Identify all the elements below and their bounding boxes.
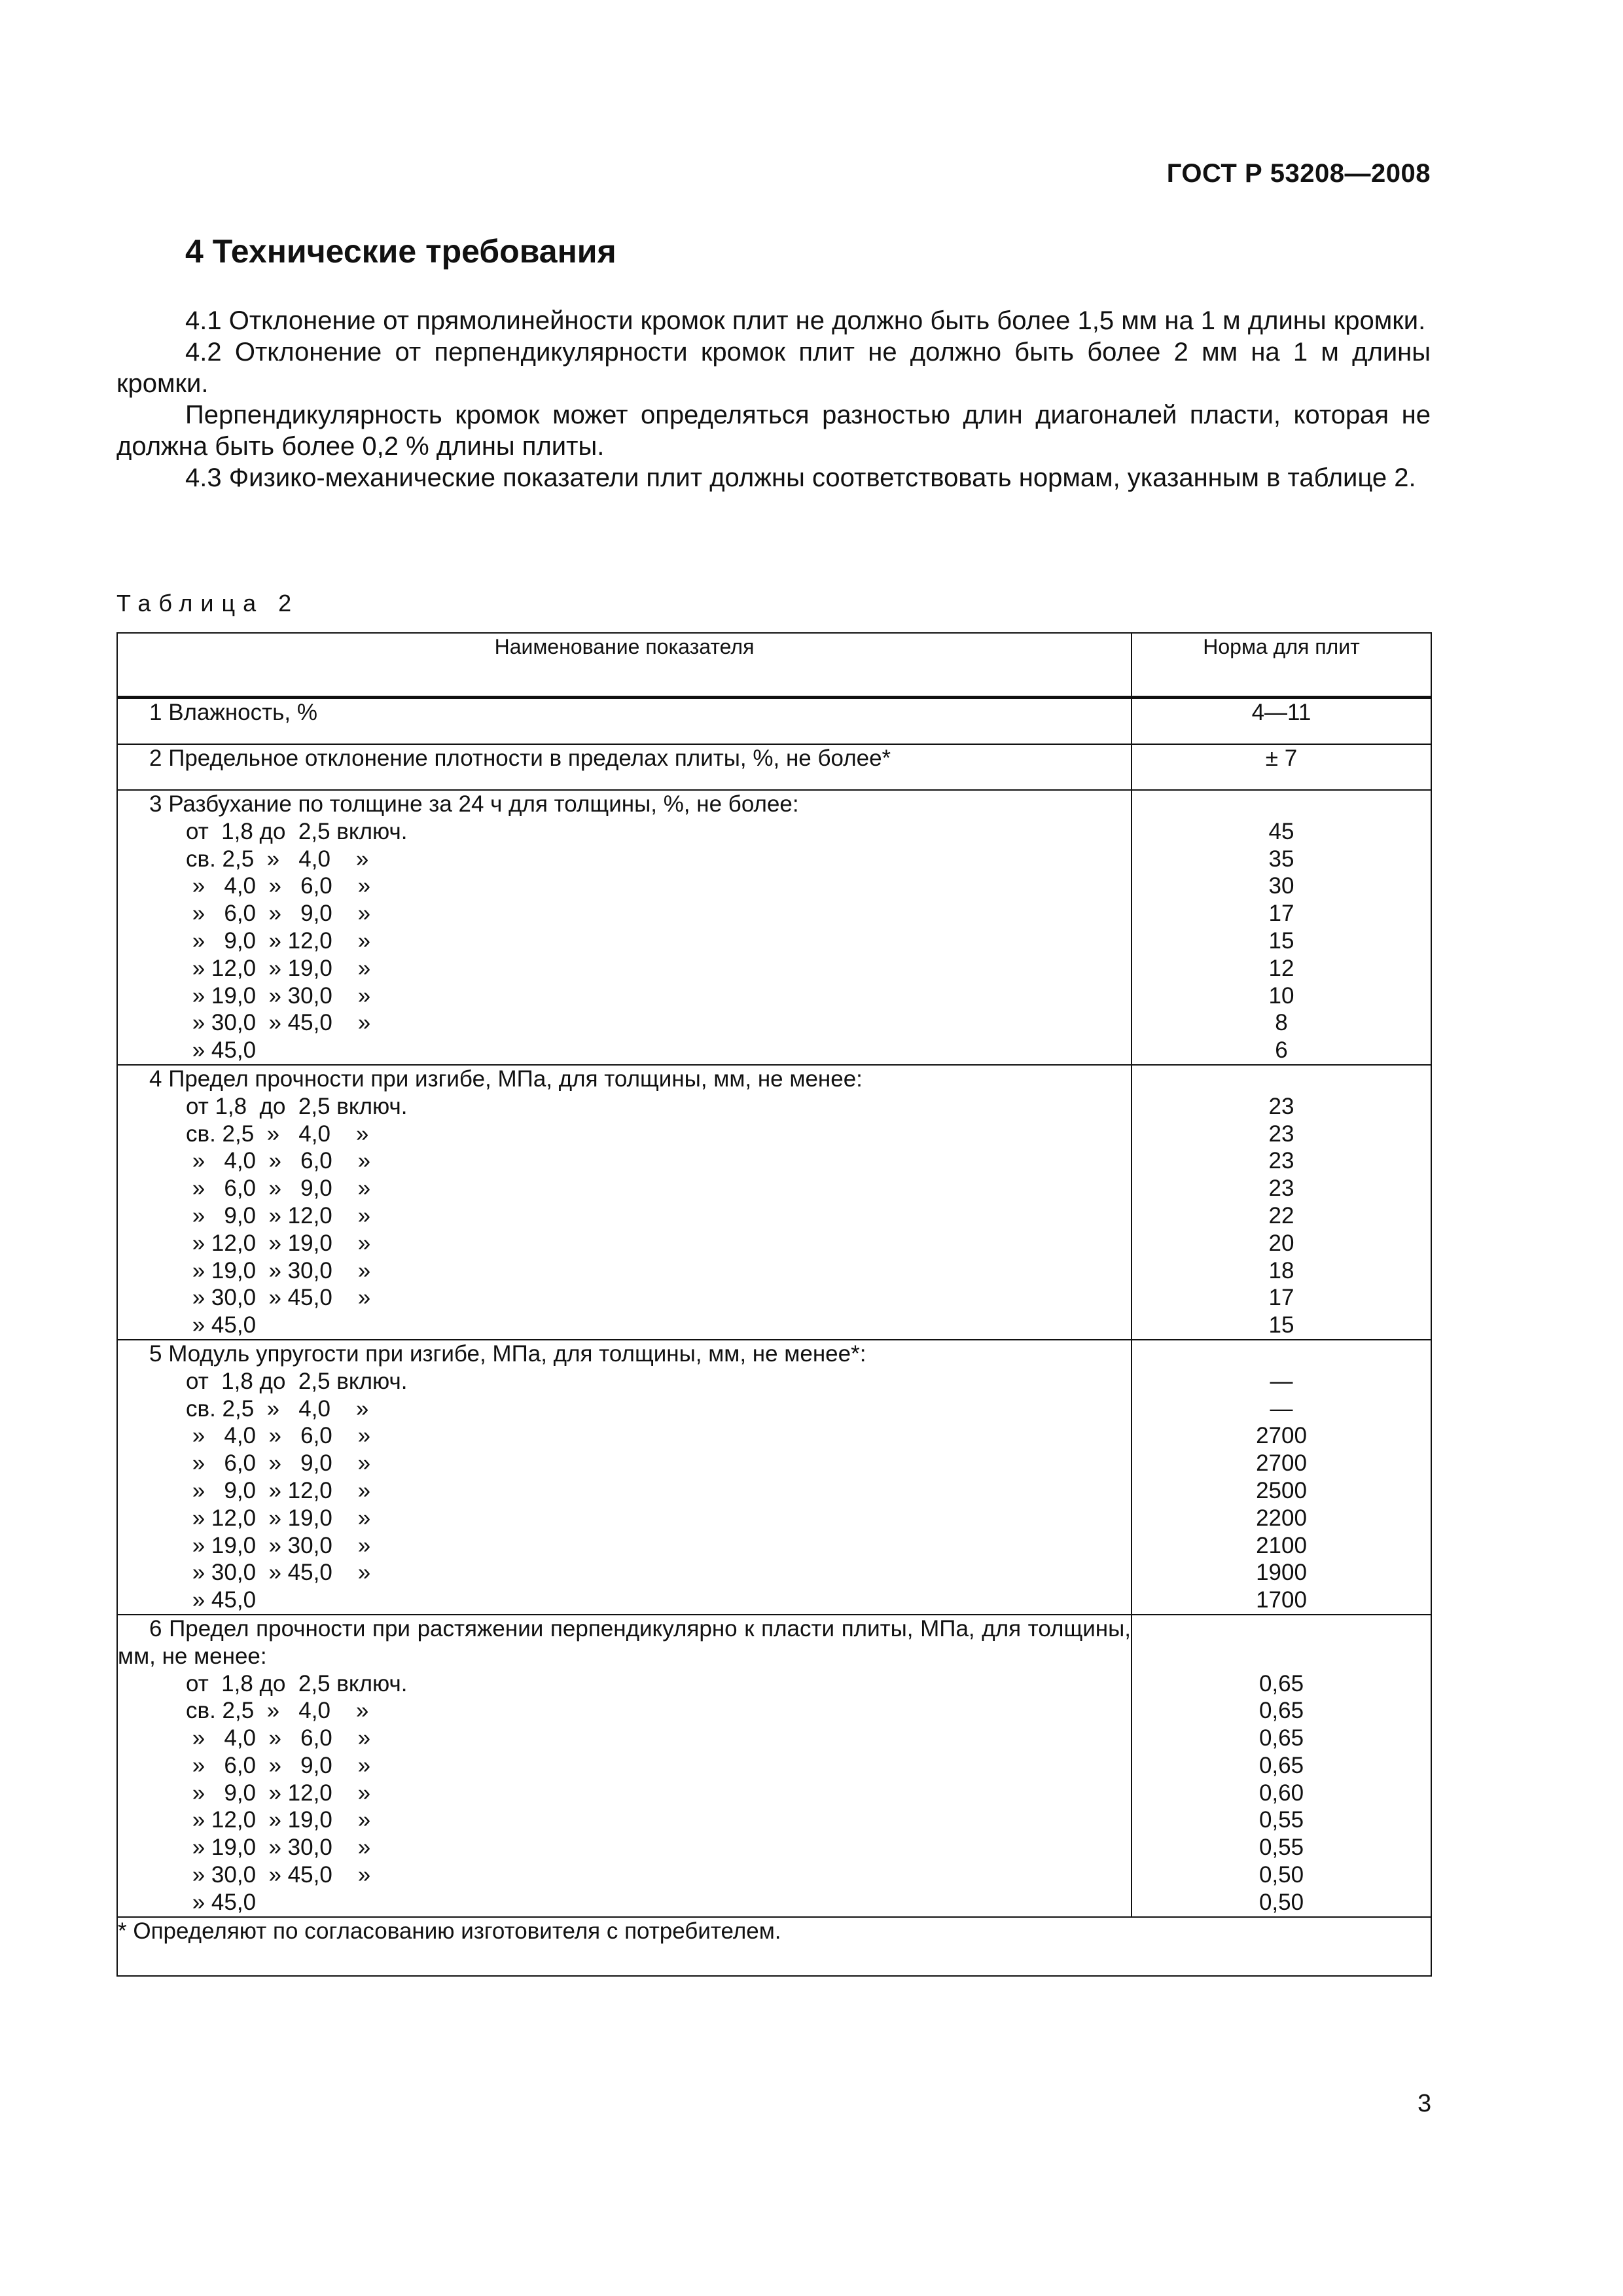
range-label: св. 2,5 » 4,0 » <box>186 1395 369 1422</box>
range-label: » 9,0 » 12,0 » <box>186 1202 371 1229</box>
row-value: ± 7 <box>1132 744 1431 790</box>
range-value: 1700 <box>1256 1587 1307 1613</box>
group-name-cell <box>117 1615 1132 1917</box>
range-label: » 45,0 <box>186 1587 257 1613</box>
range-value: 2500 <box>1256 1477 1307 1503</box>
range-label: » 4,0 » 6,0 » <box>186 1725 371 1751</box>
group-values <box>1132 1368 1431 1614</box>
range-value: 18 <box>1268 1257 1294 1283</box>
group-title: 4 Предел прочности при изгибе, МПа, для толщины, мм, не менее: <box>149 1066 863 1092</box>
group-ranges <box>118 1670 1131 1916</box>
range-value: 0,65 <box>1258 1698 1304 1724</box>
group-values-cell <box>1132 1065 1431 1340</box>
range-value: 8 <box>1275 1010 1288 1036</box>
row-name: 1 Влажность, % <box>117 698 1132 745</box>
range-value: 22 <box>1268 1202 1294 1229</box>
range-label: » 30,0 » 45,0 » <box>186 1862 371 1888</box>
range-value: 0,65 <box>1258 1725 1304 1751</box>
group-title: 6 Предел прочности при растяжении перпендикулярно к пласти плиты, МПа, для толщины, мм, не менее: <box>118 1615 1131 1669</box>
range-label: » 4,0 » 6,0 » <box>186 873 371 899</box>
range-label: » 45,0 <box>186 1037 257 1064</box>
range-label: » 4,0 » 6,0 » <box>186 1148 371 1174</box>
group-values <box>1132 818 1431 1064</box>
range-value: 0,60 <box>1258 1780 1304 1806</box>
group-ranges <box>118 818 1131 1064</box>
range-label: » 12,0 » 19,0 » <box>186 955 371 981</box>
range-value: — <box>1270 1395 1293 1422</box>
range-label: св. 2,5 » 4,0 » <box>186 846 369 872</box>
group-title: 5 Модуль упругости при изгибе, МПа, для толщины, мм, не менее*: <box>149 1340 866 1367</box>
range-label: » 6,0 » 9,0 » <box>186 1450 371 1477</box>
table-row <box>117 744 1431 790</box>
column-header-name: Наименование показателя <box>117 633 1132 698</box>
range-label: от 1,8 до 2,5 включ. <box>186 1093 408 1119</box>
group-values-cell <box>1132 1340 1431 1615</box>
paragraph-4-3: 4.3 Физико-механические показатели плит должны соответствовать нормам, указанным в таблице 2. <box>185 463 1416 492</box>
range-label: » 4,0 » 6,0 » <box>186 1423 371 1449</box>
table-caption: Таблица 2 <box>116 590 300 617</box>
range-label: » 30,0 » 45,0 » <box>186 1560 371 1586</box>
range-value: 23 <box>1268 1175 1294 1202</box>
group-name-cell <box>117 1065 1132 1340</box>
range-label: » 45,0 <box>186 1312 257 1338</box>
group-title: 3 Разбухание по толщине за 24 ч для толщины, %, не более: <box>149 791 799 817</box>
range-value: 30 <box>1268 873 1294 899</box>
table-row <box>117 698 1431 745</box>
range-value: 1900 <box>1256 1560 1307 1586</box>
group-ranges <box>118 1093 1131 1339</box>
range-value: 2700 <box>1256 1423 1307 1449</box>
paragraph-4-1: 4.1 Отклонение от прямолинейности кромок плит не должно быть более 1,5 мм на 1 м длины кромки. <box>185 306 1426 335</box>
range-label: » 9,0 » 12,0 » <box>186 927 371 954</box>
range-label: » 19,0 » 30,0 » <box>186 1835 371 1861</box>
range-value: 20 <box>1268 1230 1294 1256</box>
footnote-row <box>117 1917 1431 1976</box>
range-value: 12 <box>1268 955 1294 981</box>
table-row-group <box>117 1615 1431 1917</box>
range-label: » 12,0 » 19,0 » <box>186 1505 371 1531</box>
range-label: » 30,0 » 45,0 » <box>186 1010 371 1036</box>
group-values-cell <box>1132 790 1431 1065</box>
range-value: 0,65 <box>1258 1752 1304 1778</box>
range-label: св. 2,5 » 4,0 » <box>186 1121 369 1147</box>
range-label: от 1,8 до 2,5 включ. <box>186 818 408 844</box>
range-label: » 45,0 <box>186 1889 257 1915</box>
table-row-group <box>117 1065 1431 1340</box>
range-label: » 9,0 » 12,0 » <box>186 1780 371 1806</box>
range-label: » 9,0 » 12,0 » <box>186 1477 371 1503</box>
range-label: св. 2,5 » 4,0 » <box>186 1698 369 1724</box>
range-value: 45 <box>1268 818 1294 844</box>
row-value: 4—11 <box>1132 698 1431 745</box>
group-name-cell <box>117 1340 1132 1615</box>
table-header-row <box>117 633 1431 698</box>
range-value: 6 <box>1275 1037 1288 1064</box>
range-value: — <box>1270 1368 1293 1394</box>
range-label: » 6,0 » 9,0 » <box>186 1752 371 1778</box>
range-label: » 19,0 » 30,0 » <box>186 1532 371 1558</box>
body-text <box>116 305 1431 493</box>
group-values-cell <box>1132 1615 1431 1917</box>
group-values <box>1132 1093 1431 1339</box>
range-value: 15 <box>1268 927 1294 954</box>
range-label: » 19,0 » 30,0 » <box>186 982 371 1009</box>
range-value: 2100 <box>1256 1532 1307 1558</box>
range-label: » 12,0 » 19,0 » <box>186 1230 371 1256</box>
range-value: 17 <box>1268 1285 1294 1311</box>
paragraph-perpendicularity: Перпендикулярность кромок может определяться разностью длин диагоналей пласти, которая не должна быть более 0,2 % длины плиты. <box>116 401 1431 461</box>
section-title: 4 Технические требования <box>185 233 616 270</box>
range-value: 0,55 <box>1258 1835 1304 1861</box>
properties-table <box>116 632 1432 1977</box>
range-label: от 1,8 до 2,5 включ. <box>186 1670 408 1696</box>
group-values <box>1132 1670 1431 1916</box>
range-value: 23 <box>1268 1093 1294 1119</box>
group-ranges <box>118 1368 1131 1614</box>
page-number: 3 <box>1418 2090 1432 2117</box>
table-row-group <box>117 1340 1431 1615</box>
range-value: 10 <box>1268 982 1294 1009</box>
group-name-cell <box>117 790 1132 1065</box>
table-footnote: * Определяют по согласованию изготовителя с потребителем. <box>117 1917 1431 1976</box>
paragraph-4-2: 4.2 Отклонение от перпендикулярности кромок плит не должно быть более 2 мм на 1 м длины кромки. <box>116 338 1431 398</box>
range-label: » 30,0 » 45,0 » <box>186 1285 371 1311</box>
range-value: 23 <box>1268 1148 1294 1174</box>
range-label: » 6,0 » 9,0 » <box>186 1175 371 1202</box>
range-value: 23 <box>1268 1121 1294 1147</box>
range-label: » 19,0 » 30,0 » <box>186 1257 371 1283</box>
range-value: 35 <box>1268 846 1294 872</box>
range-value: 0,50 <box>1258 1862 1304 1888</box>
row-name: 2 Предельное отклонение плотности в пределах плиты, %, не более* <box>117 744 1132 790</box>
range-value: 2700 <box>1256 1450 1307 1477</box>
range-label: » 12,0 » 19,0 » <box>186 1807 371 1833</box>
range-value: 0,65 <box>1258 1670 1304 1696</box>
range-value: 0,55 <box>1258 1807 1304 1833</box>
document-code: ГОСТ Р 53208—2008 <box>1166 159 1431 188</box>
range-label: от 1,8 до 2,5 включ. <box>186 1368 408 1394</box>
table-row-group <box>117 790 1431 1065</box>
range-label: » 6,0 » 9,0 » <box>186 901 371 927</box>
range-value: 2200 <box>1256 1505 1307 1531</box>
range-value: 15 <box>1268 1312 1294 1338</box>
range-value: 17 <box>1268 901 1294 927</box>
column-header-norm: Норма для плит <box>1132 633 1431 698</box>
range-value: 0,50 <box>1258 1889 1304 1915</box>
